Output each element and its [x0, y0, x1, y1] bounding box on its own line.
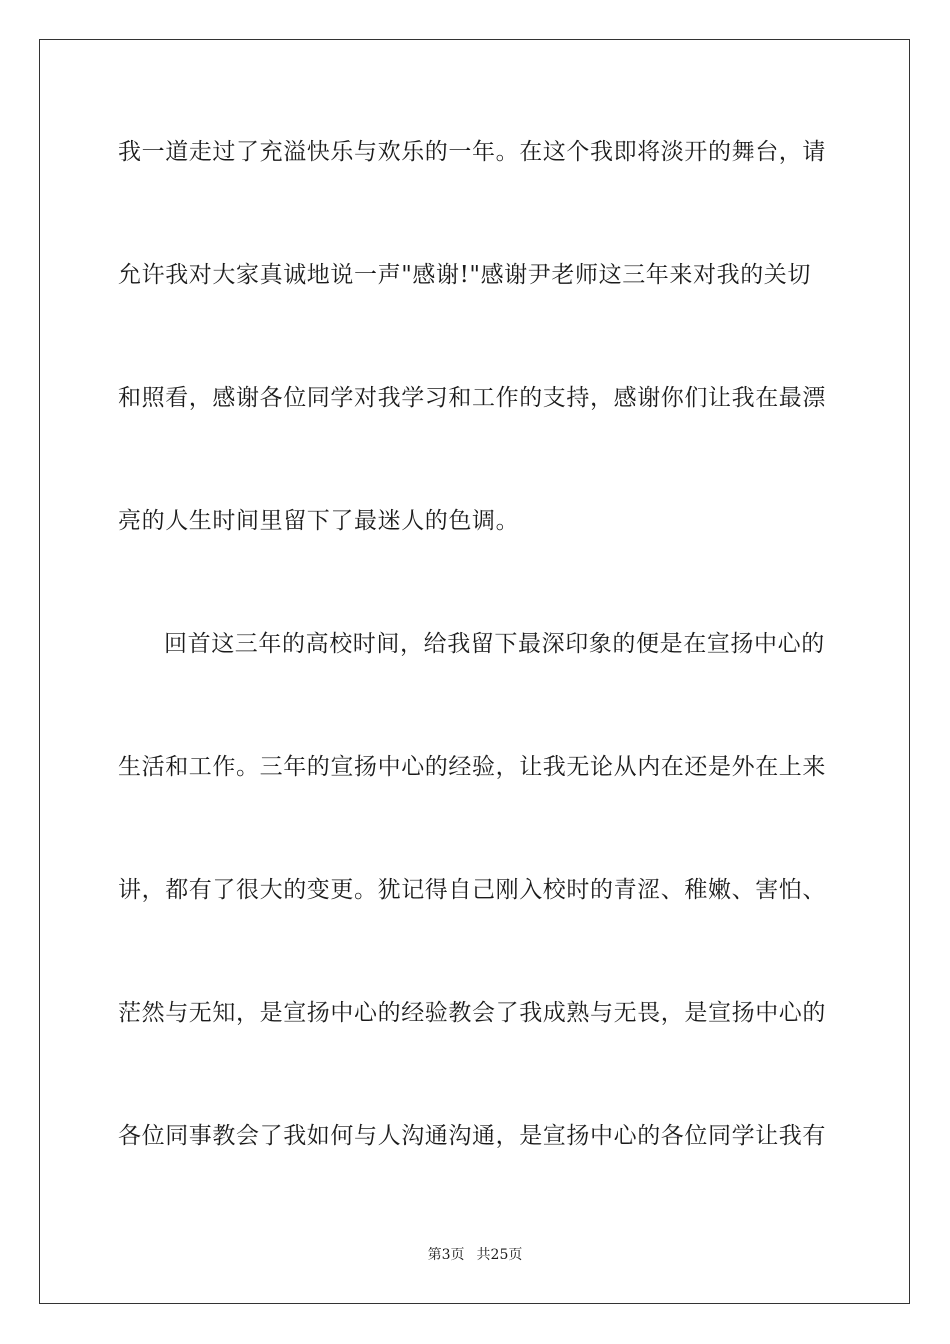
paragraph-line: 茫然与无知，是宣扬中心的经验教会了我成熟与无畏，是宣扬中心的	[118, 1000, 826, 1026]
page-footer	[0, 1245, 950, 1265]
paragraph-line: 我一道走过了充溢快乐与欢乐的一年。在这个我即将淡开的舞台，请	[118, 139, 826, 165]
paragraph-line: 亮的人生时间里留下了最迷人的色调。	[118, 508, 520, 534]
page-total: 共25页	[476, 1247, 523, 1263]
paragraph-line: 讲，都有了很大的变更。犹记得自己刚入校时的青涩、稚嫩、害怕、	[118, 877, 826, 903]
paragraph-line: 回首这三年的高校时间，给我留下最深印象的便是在宣扬中心的	[164, 631, 825, 657]
page-number: 第3页	[427, 1247, 465, 1263]
page-border	[39, 39, 910, 1304]
paragraph-line: 各位同事教会了我如何与人沟通沟通，是宣扬中心的各位同学让我有	[118, 1123, 826, 1149]
paragraph-line: 允许我对大家真诚地说一声"感谢!"感谢尹老师这三年来对我的关切	[118, 262, 812, 288]
paragraph-line: 生活和工作。三年的宣扬中心的经验，让我无论从内在还是外在上来	[118, 754, 826, 780]
paragraph-line: 和照看，感谢各位同学对我学习和工作的支持，感谢你们让我在最漂	[118, 385, 826, 411]
